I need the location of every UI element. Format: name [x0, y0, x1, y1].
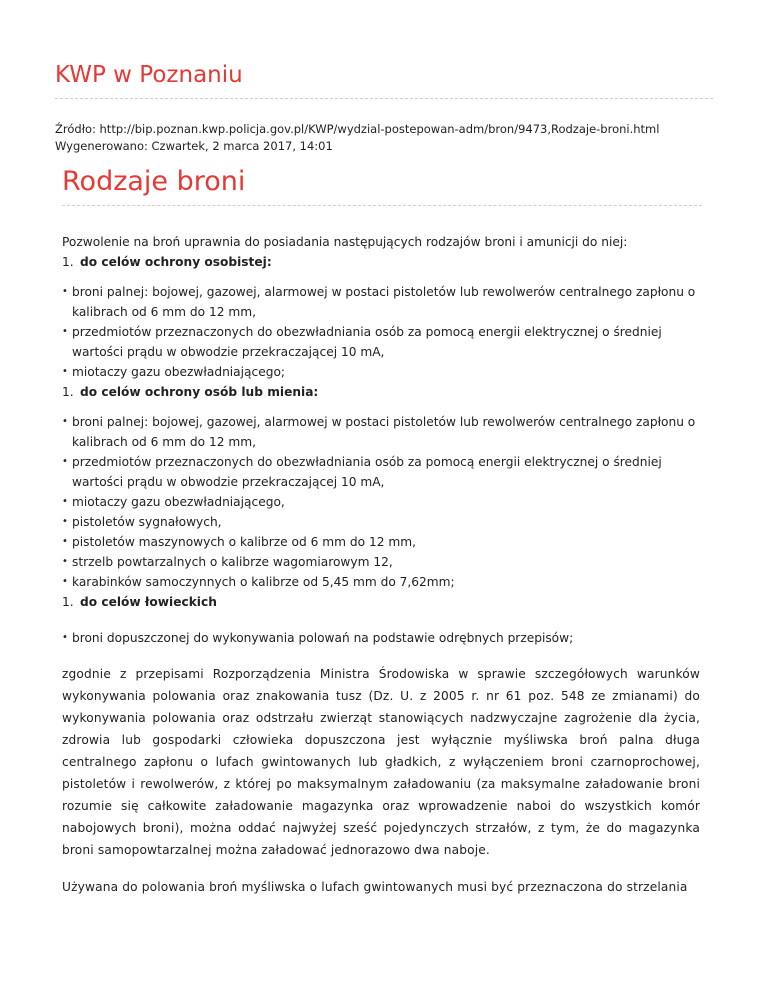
list-item: • strzelb powtarzalnych o kalibrze wagomiarowym 12,	[62, 552, 700, 572]
article-body	[62, 232, 700, 898]
bullet-list-hunting	[62, 628, 700, 648]
list-item: • pistoletów maszynowych o kalibrze od 6 mm do 12 mm,	[62, 532, 700, 552]
body-paragraph: zgodnie z przepisami Rozporządzenia Ministra Środowiska w sprawie szczegółowych warunków wykonywania polowania oraz znakowania tusz (Dz. U. z 2005 r. nr 61 poz. 548 ze zmianami) do wykonywania polowania oraz odstrzału zwierząt stanowiących nadzwyczajne zagrożenie dla życia, zdrowia lub gospodarki człowieka dopuszczona jest wyłącznie myśliwska broń palna długa centralnego zapłonu o lufach gwintowanych lub gładkich, z wyłączeniem broni czarnoprochowej, pistoletów i rewolwerów, z której po maksymalnym załadowaniu (za maksymalne załadowanie broni rozumie się całkowite załadowanie magazynka oraz wprowadzenie naboi do wszystkich komór nabojowych broni), można oddać najwyżej sześć pojedynczych strzałów, z tym, że do magazynka broni samopowtarzalnej można załadować jednorazowo dwa naboje.	[62, 667, 700, 857]
print-meta	[55, 121, 659, 155]
header-divider	[55, 98, 713, 99]
section-number: 1.	[62, 255, 74, 269]
list-item: • przedmiotów przeznaczonych do obezwładniania osób za pomocą energii elektrycznej o średniej wartości prądu w obwodzie przekraczającej 10 mA,	[62, 322, 700, 362]
list-item: • karabinków samoczynnych o kalibrze od 5,45 mm do 7,62mm;	[62, 572, 700, 592]
intro-text: Pozwolenie na broń uprawnia do posiadania następujących rodzajów broni i amunicji do niej:	[62, 235, 628, 249]
list-item: • pistoletów sygnałowych,	[62, 512, 700, 532]
bullet-list-property	[62, 412, 700, 592]
bullet-list-personal	[62, 282, 700, 382]
list-item: • broni palnej: bojowej, gazowej, alarmowej w postaci pistoletów lub rewolwerów centralnego zapłonu o kalibrach od 6 mm do 12 mm,	[62, 412, 700, 452]
list-item: • miotaczy gazu obezwładniającego,	[62, 492, 700, 512]
list-item: • przedmiotów przeznaczonych do obezwładniania osób za pomocą energii elektrycznej o średniej wartości prądu w obwodzie przekraczającej 10 mA,	[62, 452, 700, 492]
list-item: • broni dopuszczonej do wykonywania polowań na podstawie odrębnych przepisów;	[62, 628, 700, 648]
section-heading-personal	[62, 252, 700, 272]
section-heading-text: do celów łowieckich	[80, 595, 217, 609]
section-heading-text: do celów ochrony osobistej:	[80, 255, 272, 269]
body-paragraph: Używana do polowania broń myśliwska o lufach gwintowanych musi być przeznaczona do strzelania	[62, 880, 688, 894]
section-number: 1.	[62, 595, 74, 609]
section-heading-property	[62, 382, 700, 402]
list-item: • broni palnej: bojowej, gazowej, alarmowej w postaci pistoletów lub rewolwerów centralnego zapłonu o kalibrach od 6 mm do 12 mm,	[62, 282, 700, 322]
section-heading-text: do celów ochrony osób lub mienia:	[80, 385, 319, 399]
site-title: KWP w Poznaniu	[55, 62, 243, 88]
section-number: 1.	[62, 385, 74, 399]
section-heading-hunting	[62, 592, 700, 612]
source-line: Źródło: http://bip.poznan.kwp.policja.gov.pl/KWP/wydzial-postepowan-adm/bron/9473,Rodzaje-broni.html	[55, 122, 660, 136]
list-item: • miotaczy gazu obezwładniającego;	[62, 362, 700, 382]
generated-line: Wygenerowano: Czwartek, 2 marca 2017, 14:01	[55, 139, 333, 153]
title-divider	[62, 205, 702, 206]
page-title: Rodzaje broni	[62, 166, 246, 197]
